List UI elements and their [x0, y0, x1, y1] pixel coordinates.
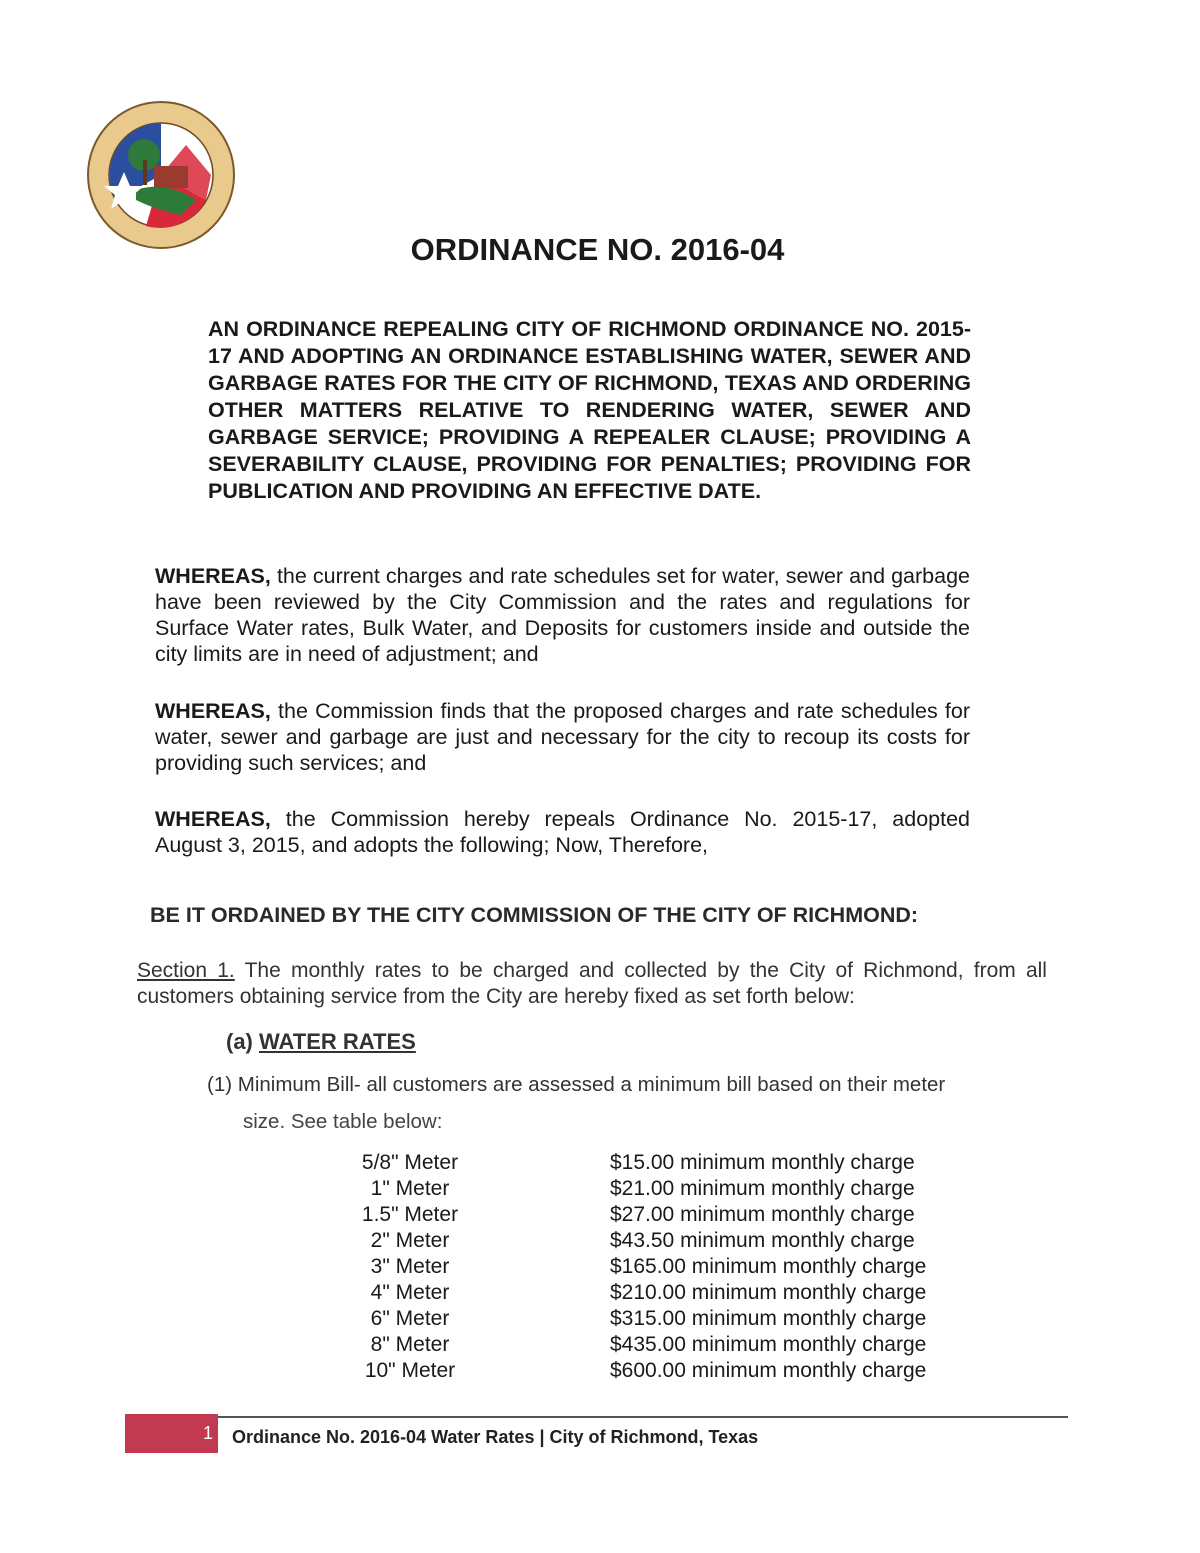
heading-prefix: (a): [226, 1029, 259, 1054]
table-row: [330, 1254, 980, 1280]
meter-size: 3" Meter: [370, 1255, 450, 1278]
table-row: [330, 1358, 980, 1384]
table-row: [330, 1176, 980, 1202]
meter-size: 2" Meter: [370, 1229, 450, 1252]
footer-text: Ordinance No. 2016-04 Water Rates | City of Richmond, Texas: [232, 1427, 759, 1447]
meter-charge: $165.00 minimum monthly charge: [610, 1255, 927, 1278]
meter-rate-table: [330, 1150, 980, 1384]
city-seal-logo: [86, 100, 236, 250]
ordinance-title: ORDINANCE NO. 2016-04: [410, 232, 785, 267]
enacting-clause: BE IT ORDAINED BY THE CITY COMMISSION OF THE CITY OF RICHMOND:: [150, 903, 919, 927]
meter-size: 5/8" Meter: [361, 1151, 459, 1174]
whereas-text: the Commission hereby repeals Ordinance No. 2015-17, adopted August 3, 2015, and adopts the following; Now, Therefore,: [155, 807, 970, 857]
whereas-lead: WHEREAS,: [155, 807, 271, 831]
table-row: [330, 1202, 980, 1228]
section-label: Section 1.: [137, 959, 235, 982]
meter-charge: $21.00 minimum monthly charge: [610, 1177, 915, 1200]
meter-charge: $315.00 minimum monthly charge: [610, 1307, 927, 1330]
meter-charge: $435.00 minimum monthly charge: [610, 1333, 927, 1356]
meter-size: 1.5" Meter: [361, 1203, 459, 1226]
meter-size: 1" Meter: [370, 1177, 450, 1200]
meter-charge: $15.00 minimum monthly charge: [610, 1151, 915, 1174]
meter-charge: $43.50 minimum monthly charge: [610, 1229, 915, 1252]
ordinance-caption: AN ORDINANCE REPEALING CITY OF RICHMOND ORDINANCE NO. 2015-17 AND ADOPTING AN ORDINANCE ESTABLISHING WATER, SEWER AND GARBAGE RATES FOR THE CITY OF RICHMOND, TEXAS AND ORDERING OTHER MATTERS RELATIVE TO RENDERING WATER, SEWER AND GARBAGE SERVICE; PROVIDING A REPEALER CLAUSE; PROVIDING A SEVERABILITY CLAUSE, PROVIDING FOR PENALTIES; PROVIDING FOR PUBLICATION AND PROVIDING AN EFFECTIVE DATE.: [208, 317, 971, 503]
water-rates-heading: [226, 1029, 416, 1055]
whereas-lead: WHEREAS,: [155, 699, 271, 723]
table-row: [330, 1306, 980, 1332]
meter-charge: $27.00 minimum monthly charge: [610, 1203, 915, 1226]
meter-size: 8" Meter: [370, 1333, 450, 1356]
table-row: [330, 1280, 980, 1306]
table-row: [330, 1150, 980, 1176]
meter-size: 10" Meter: [364, 1359, 456, 1382]
page-number: 1: [202, 1423, 213, 1443]
meter-size: 6" Meter: [370, 1307, 450, 1330]
whereas-clause-1: [155, 563, 970, 667]
whereas-clause-2: [155, 698, 970, 776]
see-table-text: size. See table below:: [243, 1110, 443, 1133]
footer-divider: [218, 1416, 1068, 1418]
whereas-text: the Commission finds that the proposed charges and rate schedules for water, sewer and garbage are just and necessary for the city to recoup its costs for providing such services; and: [155, 699, 970, 775]
table-row: [330, 1332, 980, 1358]
whereas-text: the current charges and rate schedules set for water, sewer and garbage have been reviewed by the City Commission and the rates and regulations for Surface Water rates, Bulk Water, and Deposits for customers inside and outside the city limits are in need of adjustment; and: [155, 564, 970, 666]
table-row: [330, 1228, 980, 1254]
section-1: [137, 958, 1047, 1010]
minimum-bill-text: (1) Minimum Bill- all customers are assessed a minimum bill based on their meter: [207, 1073, 946, 1096]
meter-size: 4" Meter: [370, 1281, 450, 1304]
whereas-clause-3: [155, 806, 970, 858]
heading-text: WATER RATES: [259, 1029, 416, 1054]
section-text: The monthly rates to be charged and collected by the City of Richmond, from all customers obtaining service from the City are hereby fixed as set forth below:: [137, 959, 1047, 1008]
meter-charge: $600.00 minimum monthly charge: [610, 1359, 927, 1382]
meter-charge: $210.00 minimum monthly charge: [610, 1281, 927, 1304]
whereas-lead: WHEREAS,: [155, 564, 271, 588]
